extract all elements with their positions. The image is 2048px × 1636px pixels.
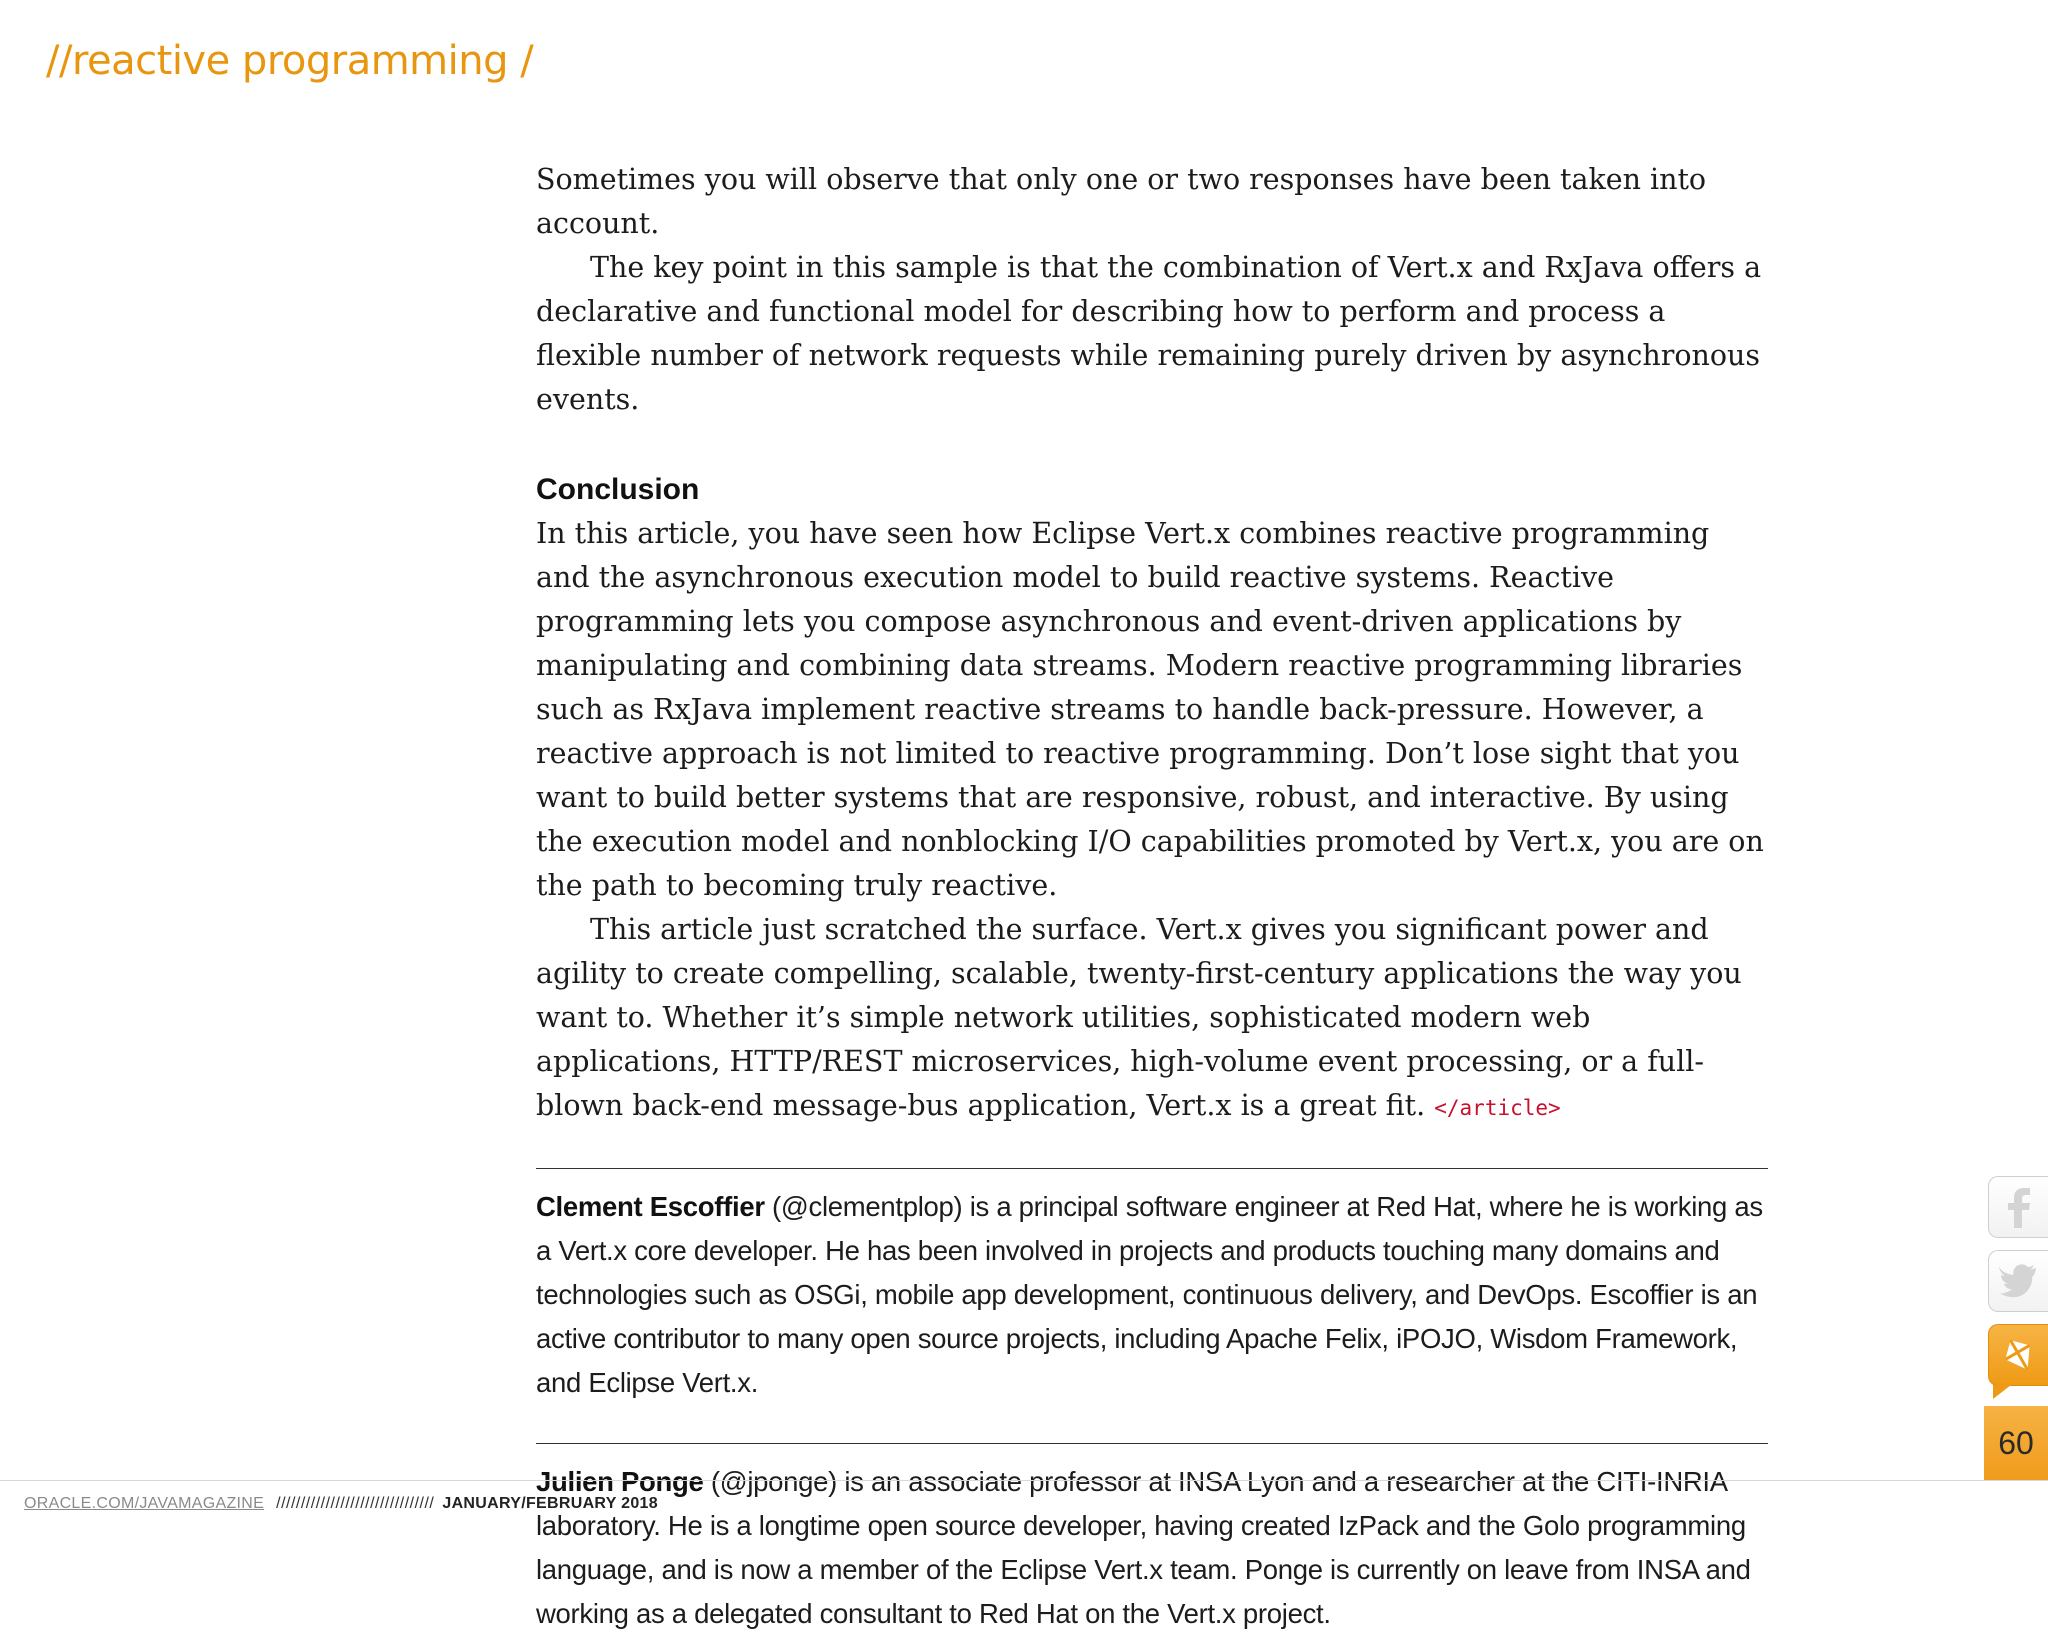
body-paragraph: Sometimes you will observe that only one or two responses have been taken into account. bbox=[536, 163, 1707, 240]
body-paragraph: The key point in this sample is that the combination of Vert.x and RxJava offers a declarative and functional model for describing how to perform and process a flexible number of network requests while remaining purely driven by asynchronous events. bbox=[536, 251, 1762, 416]
issue-date: JANUARY/FEBRUARY 2018 bbox=[442, 1495, 658, 1512]
facebook-icon bbox=[2002, 1184, 2036, 1230]
twitter-button[interactable] bbox=[1988, 1250, 2048, 1312]
author-bio-text: (@clementplop) is a principal software engineer at Red Hat, where he is working as a Vert.x core developer. He has been involved in projects and products touching many domains and technologies such as OSGi, mobile app development, continuous delivery, and DevOps. Escoffier is an active contributor to many open source projects, including Apache Felix, iPOJO, Wisdom Framework, and Eclipse Vert.x. bbox=[536, 1191, 1763, 1398]
end-of-article-tag: </article> bbox=[1434, 1096, 1561, 1120]
facebook-button[interactable] bbox=[1988, 1176, 2048, 1238]
share-button[interactable] bbox=[1988, 1324, 2048, 1386]
page-footer bbox=[0, 1480, 2048, 1537]
page-number: 60 bbox=[1984, 1406, 2048, 1480]
author-bio-text: (@jponge) is an associate professor at INSA Lyon and a researcher at the CITI-INRIA laboratory. He is a longtime open source developer, having created IzPack and the Golo programming language, and is now a member of the Eclipse Vert.x team. Ponge is currently on leave from INSA and working as a delegated consultant to Red Hat on the Vert.x project. bbox=[536, 1466, 1751, 1629]
body-paragraph-text: This article just scratched the surface. Vert.x gives you significant power and agility to create compelling, scalable, twenty-first-century applications the way you want to. Whether it’s simple network utilities, sophisticated modern web applications, HTTP/REST microservices, high-volume event processing, or a full-blown back-end message-bus application, Vert.x is a great fit. bbox=[536, 913, 1742, 1122]
site-link[interactable]: ORACLE.COM/JAVAMAGAZINE bbox=[24, 1495, 265, 1512]
author-name: Clement Escoffier bbox=[536, 1191, 765, 1222]
footer-divider: //////////////////////////////// bbox=[276, 1495, 435, 1512]
conclusion-heading: Conclusion bbox=[536, 473, 700, 506]
section-tag: //reactive programming / bbox=[46, 38, 534, 84]
article-content bbox=[536, 158, 1768, 1636]
twitter-icon bbox=[1999, 1263, 2039, 1299]
author-name: Julien Ponge bbox=[536, 1466, 704, 1497]
social-sidebar bbox=[1984, 1176, 2048, 1398]
share-icon bbox=[1998, 1334, 2040, 1376]
author-bio bbox=[536, 1168, 1768, 1405]
author-bio bbox=[536, 1443, 1768, 1636]
body-paragraph-last bbox=[536, 908, 1768, 1130]
body-paragraph: In this article, you have seen how Eclipse Vert.x combines reactive programming and the asynchronous execution model to build reactive systems. Reactive programming lets you compose asynchronous and event-driven applications by manipulating and combining data streams. Modern reactive programming libraries such as RxJava implement reactive streams to handle back-pressure. However, a reactive approach is not limited to reactive programming. Don’t lose sight that you want to build better systems that are responsive, robust, and interactive. By using the execution model and nonblocking I/O capabilities promoted by Vert.x, you are on the path to becoming truly reactive. bbox=[536, 517, 1764, 902]
